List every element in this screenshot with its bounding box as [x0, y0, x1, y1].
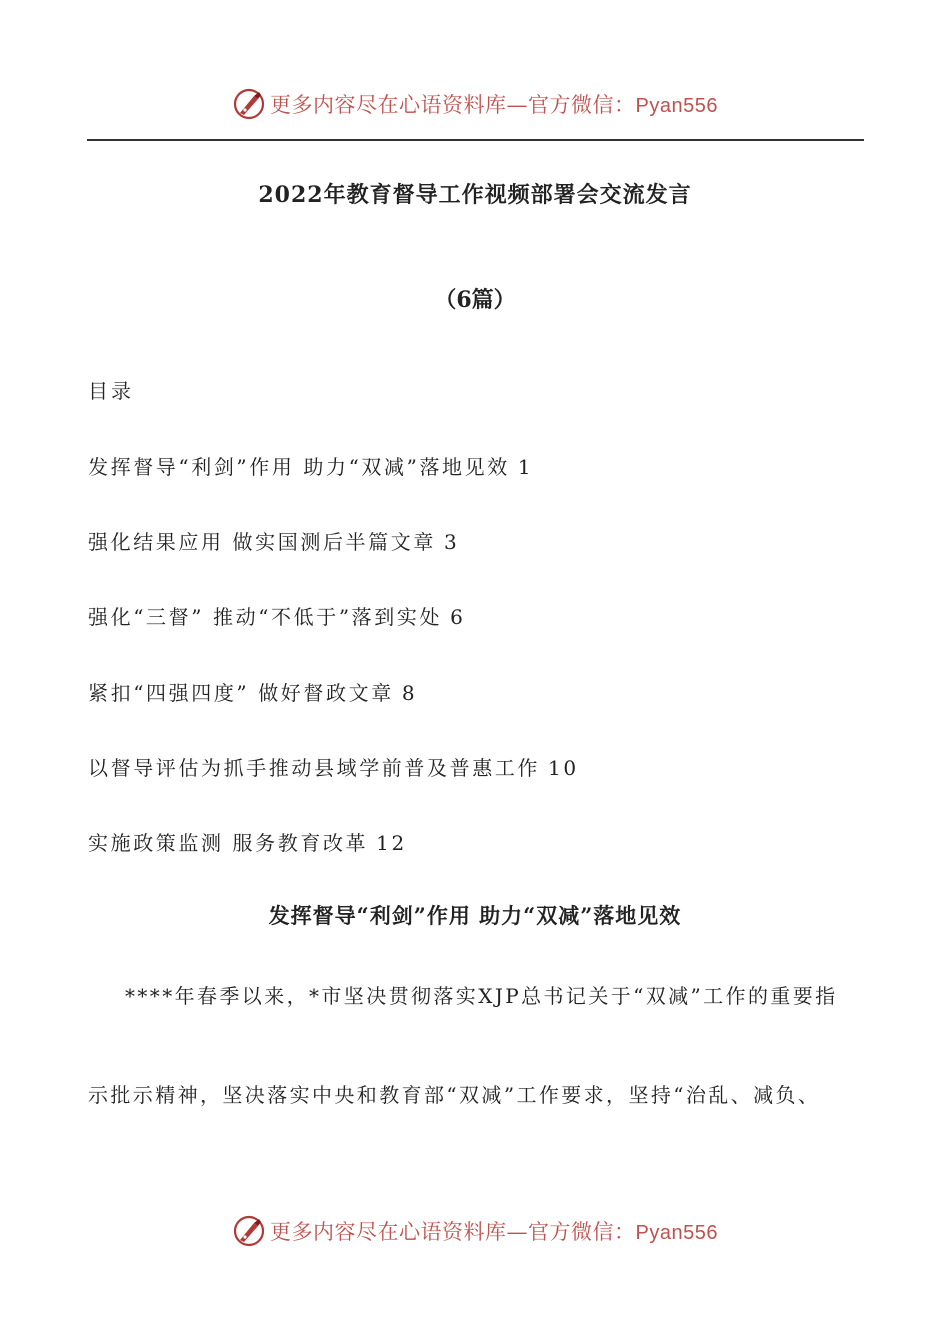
toc-item-title: 强化“三督” 推动“不低于”落到实处: [88, 605, 443, 629]
toc-item-title: 发挥督导“利剑”作用 助力“双减”落地见效: [88, 455, 510, 479]
toc-item-title: 紧扣“四强四度” 做好督政文章: [88, 681, 394, 705]
toc-item[interactable]: [88, 827, 407, 856]
banner-slogan: 更多内容尽在心语资料库—官方微信：: [270, 1220, 636, 1244]
banner-text: [270, 1216, 718, 1246]
banner-slogan: 更多内容尽在心语资料库—官方微信：: [270, 93, 636, 117]
section-title: 发挥督导“利剑”作用 助力“双减”落地见效: [268, 903, 682, 928]
document-title: 2022年教育督导工作视频部署会交流发言: [258, 182, 692, 208]
pen-nib-logo-icon: [232, 87, 266, 121]
toc-item-title: 以督导评估为抓手推动县域学前普及普惠工作: [88, 756, 540, 780]
banner-text: [270, 89, 718, 119]
banner-wechat-id: Pyan556: [635, 95, 718, 117]
toc-item-page: 10: [548, 756, 579, 780]
body-line: 示批示精神，坚决落实中央和教育部“双减”工作要求，坚持“治乱、减负、: [88, 1083, 821, 1107]
footer-watermark-banner: [0, 1211, 950, 1251]
toc-item[interactable]: [88, 752, 579, 781]
toc-item-page: 8: [401, 681, 418, 705]
toc-heading: 目录: [88, 379, 134, 403]
document-subtitle: （6篇）: [434, 287, 516, 313]
body-line: ****年春季以来，*市坚决贯彻落实XJP总书记关于“双减”工作的重要指: [125, 984, 838, 1008]
pen-nib-logo-icon: [232, 1214, 266, 1248]
header-rule: [87, 139, 864, 141]
toc-item-title: 实施政策监测 服务教育改革: [88, 831, 369, 855]
toc-item-page: 3: [443, 530, 460, 554]
toc-item[interactable]: [88, 451, 533, 480]
banner-wechat-id: Pyan556: [635, 1222, 718, 1244]
toc-item[interactable]: [88, 601, 465, 630]
toc-item-page: 6: [450, 605, 466, 629]
toc-item-page: 1: [517, 455, 534, 479]
toc-item-page: 12: [376, 831, 407, 855]
toc-item-title: 强化结果应用 做实国测后半篇文章: [88, 530, 436, 554]
toc-item[interactable]: [88, 526, 459, 555]
toc-item[interactable]: [88, 677, 417, 706]
header-watermark-banner: [0, 84, 950, 124]
